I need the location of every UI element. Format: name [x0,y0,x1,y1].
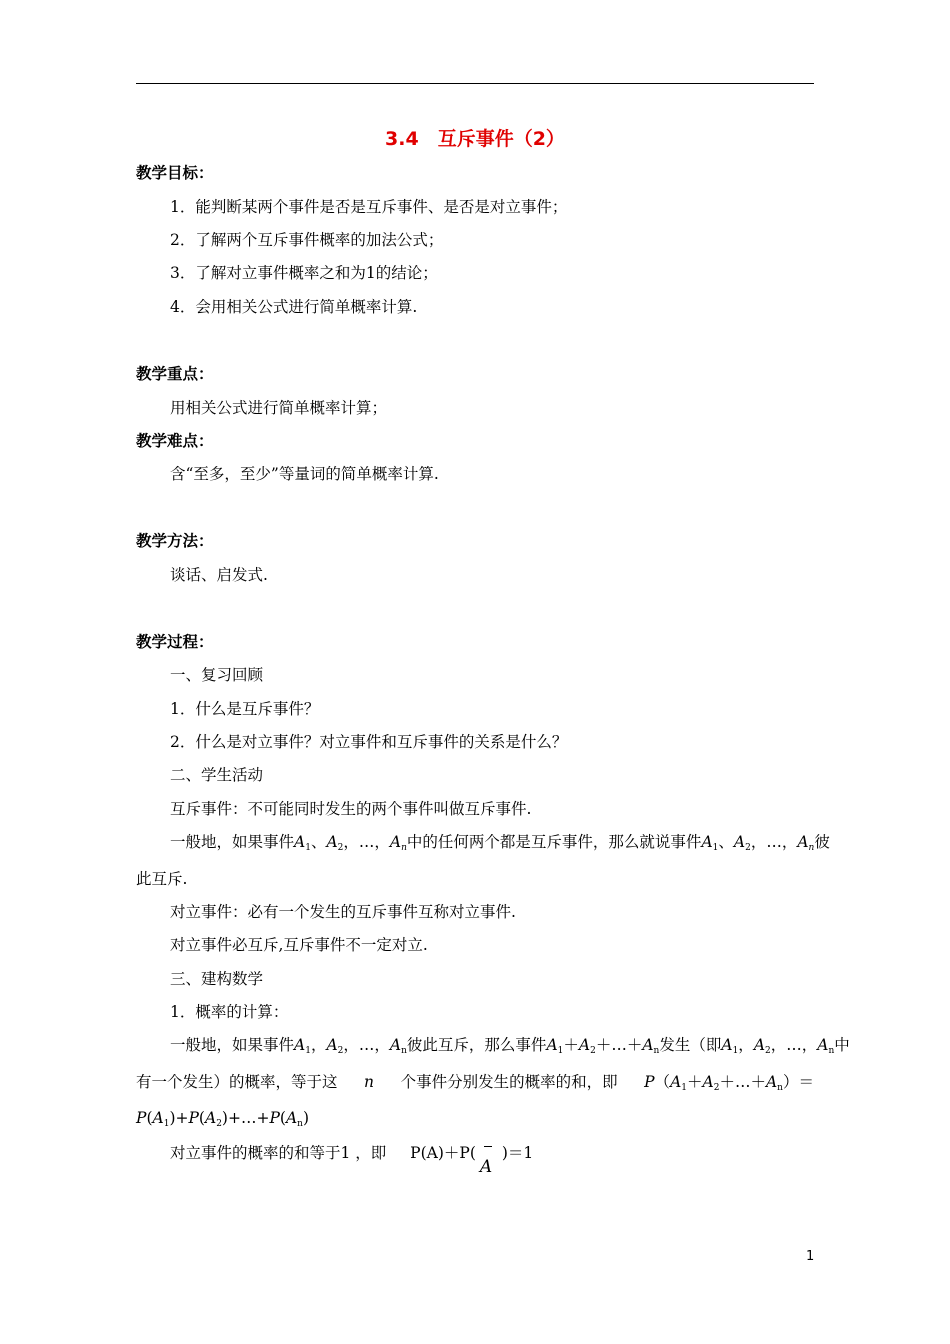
page-title: 3.4 互斥事件（2） [385,128,565,150]
opposite-formula-left: P(A)＋P( [410,1144,476,1162]
key-points-heading: 教学重点： [136,365,214,383]
methods-text: 谈话、启发式. [170,566,268,584]
sum-events-3: $A_1$，$A_2$，…，$A_n$ [721,1036,835,1056]
general-text-c: 彼 [814,833,830,851]
methods-heading: 教学方法： [136,532,214,550]
activity-title: 二、学生活动 [170,766,264,784]
construct-title: 三、建构数学 [170,970,264,988]
relation-text: 对立事件必互斥,互斥事件不一定对立. [170,936,428,954]
review-title: 一、复习回顾 [170,666,264,684]
complement-letter: A [479,1157,493,1177]
objective-item-4: 4．会用相关公式进行简单概率计算. [170,298,418,316]
sum-text-b: 彼此互斥，那么事件 [406,1036,547,1054]
sum-text-c: 发生（即 [659,1036,722,1054]
opposite-probability-line [170,1143,534,1177]
sum-line2-text-a: 有一个发生）的概率，等于这 [136,1073,338,1091]
complement-bar [484,1146,492,1147]
opposite-formula-right: )＝1 [501,1144,534,1162]
review-question-1: 1．什么是互斥事件？ [170,700,320,718]
sum-formula-left: $P(A_1+A_2+\dots+A_n)=$ [644,1073,814,1093]
event-list-1: $A_1$、$A_2$，…，$A_n$ [294,833,407,853]
general-text-b: 中的任何两个都是互斥事件，那么就说事件 [406,833,702,851]
n-variable: n [364,1073,375,1091]
difficulties-heading: 教学难点： [136,432,214,450]
review-question-2: 2．什么是对立事件？对立事件和互斥事件的关系是什么？ [170,733,568,751]
page-number: 1 [806,1249,815,1264]
difficulties-text: 含“至多，至少”等量词的简单概率计算. [170,465,439,483]
objective-item-2: 2．了解两个互斥事件概率的加法公式； [170,231,444,249]
mutex-definition: 互斥事件：不可能同时发生的两个事件叫做互斥事件. [170,800,532,818]
event-list-2: $A_1$、$A_2$，…，$A_n$ [701,833,815,853]
sum-formula-right: $P(A_1)+P(A_2)+\dots+P(A_n)$ [136,1109,310,1129]
complement-a [476,1143,502,1177]
opposite-probability-text: 对立事件的概率的和等于1 ，即 [170,1144,387,1162]
process-heading: 教学过程： [136,633,214,651]
objective-item-3: 3．了解对立事件概率之和为1的结论； [170,264,438,282]
general-statement-end: 此互斥. [136,870,188,888]
general-text-a: 一般地，如果事件 [170,833,295,851]
opposite-definition: 对立事件：必有一个发生的互斥事件互称对立事件. [170,903,516,921]
sum-events-1: $A_1$，$A_2$，…，$A_n$ [294,1036,407,1056]
sum-line2-text-b: 个事件分别发生的概率的和，即 [400,1073,618,1091]
sum-statement-line-2 [136,1072,814,1092]
calc-title: 1．概率的计算： [170,1003,289,1021]
header-rule [136,83,814,84]
sum-text-d: 中 [834,1036,850,1054]
sum-statement-line [170,1035,850,1056]
key-points-text: 用相关公式进行简单概率计算； [170,399,388,417]
general-statement-line [170,832,830,853]
sum-events-2: $A_1+A_2+\dots+A_n$ [546,1036,660,1056]
sum-text-a: 一般地，如果事件 [170,1036,295,1054]
objective-item-1: 1．能判断某两个事件是否是互斥事件、是否是对立事件； [170,198,568,216]
objectives-heading: 教学目标： [136,164,214,182]
